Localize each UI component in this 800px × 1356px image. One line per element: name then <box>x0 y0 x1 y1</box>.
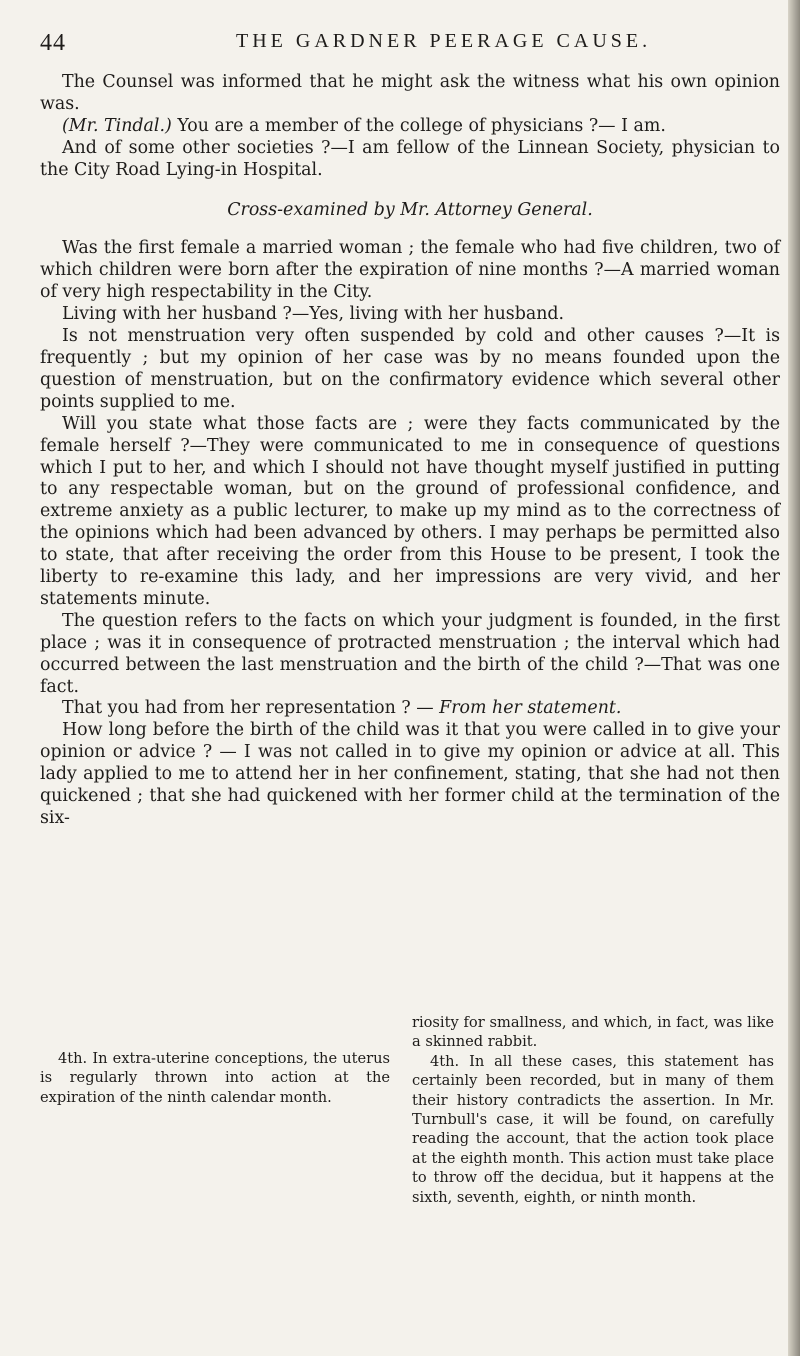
paragraph: Is not menstruation very often suspended by cold and other causes ?—It is frequently ; but my opinion of her case was by no means founded upon the question of menstruation, but on the confirmatory evidence which several other points supplied to me. <box>40 326 780 412</box>
paragraph <box>40 116 780 138</box>
footnote-left-column <box>40 1049 390 1107</box>
paragraph: How long before the birth of the child was it that you were called in to give your opinion or advice ? — I was not called in to give my opinion or advice at all. This lady applied to me to attend her in her confinement, stating, that she had not then quickened ; that she had quickened with her former child at the termination of the six- <box>40 720 780 828</box>
paragraph: Living with her husband ?—Yes, living with her husband. <box>62 304 565 325</box>
page-number: 44 <box>40 30 66 56</box>
running-header <box>40 24 780 58</box>
paragraph: And of some other societies ?—I am fellow of the Linnean Society, physician to the City Road Lying-in Hospital. <box>40 137 780 180</box>
answer-italic: From her statement. <box>439 698 622 719</box>
main-text <box>40 72 780 830</box>
page-edge-shadow <box>788 0 800 1356</box>
footnote-right-column <box>412 1013 774 1207</box>
paragraph <box>40 698 780 720</box>
paragraph: The Counsel was informed that he might ask the witness what his own opinion was. <box>40 72 780 114</box>
paragraph: Will you state what those facts are ; were they facts communicated by the female herself ?—They were communicated to me in consequence of questions which I put to her, and which I should not have thought myself justified in putting to any respectable woman, but on the ground of professional confidence, and extreme anxiety as a public lecturer, to make up my mind as to the correctness of the opinions which had been advanced by others. I may perhaps be permitted also to state, that after receiving the order from this House to be present, I took the liberty to re-examine this lady, and her impressions are very vivid, and her statements minute. <box>40 413 780 609</box>
footnote-paragraph: 4th. In extra-uterine conceptions, the uterus is regularly thrown into action at the expiration of the ninth calendar month. <box>40 1050 390 1106</box>
paragraph: Was the first female a married woman ; the female who had five children, two of which children were born after the expiration of nine months ?—A married woman of very high respectability in the City. <box>40 238 780 303</box>
running-title: THE GARDNER PEERAGE CAUSE. <box>236 30 652 52</box>
paragraph-text: That you had from her representation ? — <box>62 698 440 719</box>
paragraph-text: You are a member of the college of physicians ?— I am. <box>171 115 666 136</box>
footnote-continuation: riosity for smallness, and which, in fact, was like a skinned rabbit. <box>412 1014 774 1051</box>
speaker-name: (Mr. Tindal.) <box>62 115 172 136</box>
footnote-paragraph: 4th. In all these cases, this statement has certainly been recorded, but in many of them their history contradicts the assertion. In Mr. Turnbull's case, it will be found, on carefully reading the account, that the action took place at the eighth month. This action must take place to throw off the decidua, but it happens at the sixth, seventh, eighth, or ninth month. <box>412 1052 774 1206</box>
paragraph: The question refers to the facts on which your judgment is founded, in the first place ; was it in consequence of protracted menstruation ; the interval which had occurred between the last menstruation and the birth of the child ?—That was one fact. <box>40 610 780 697</box>
section-heading: Cross-examined by Mr. Attorney General. <box>227 199 593 220</box>
